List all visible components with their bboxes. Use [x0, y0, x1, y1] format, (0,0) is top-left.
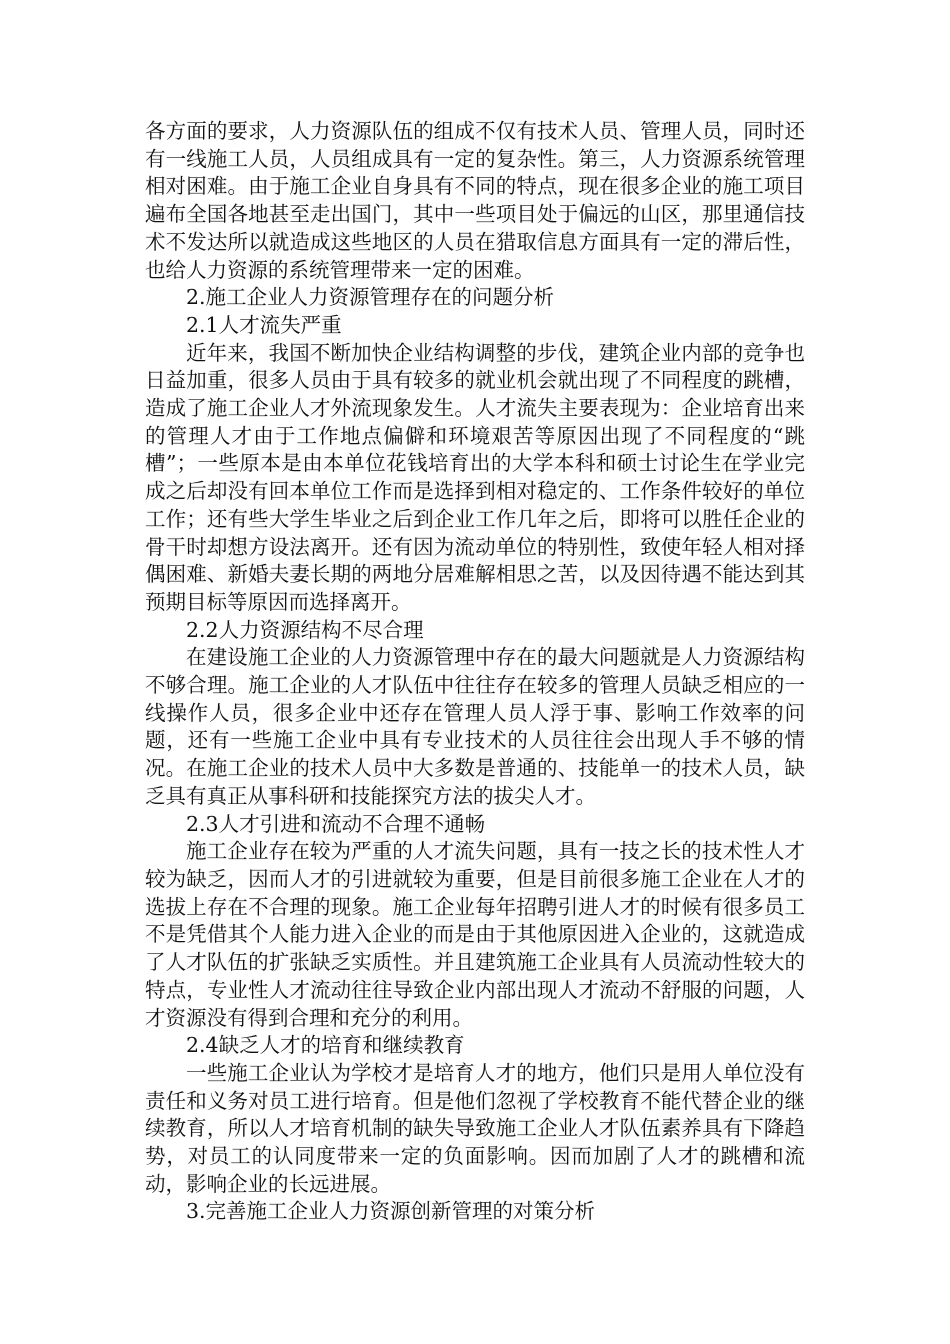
subsection-heading-2-1: 2.1人才流失严重: [186, 312, 342, 337]
paragraph-continuation: 各方面的要求，人力资源队伍的组成不仅有技术人员、管理人员，同时还有一线施工人员，人员组成具有一定的复杂性。第三，人力资源系统管理相对困难。由于施工企业自身具有不同的特点，现在很多企业的施工项目遍布全国各地甚至走出国门，其中一些项目处于偏远的山区，那里通信技术不发达所以就造成这些地区的人员在猎取信息方面具有一定的滞后性，也给人力资源的系统管理带来一定的困难。: [145, 119, 805, 282]
paragraph-training: 一些施工企业认为学校才是培育人才的地方，他们只是用人单位没有责任和义务对员工进行培育。但是他们忽视了学校教育不能代替企业的继续教育，所以人才培育机制的缺失导致施工企业人才队伍素养具有下降趋势，对员工的认同度带来一定的负面影响。因而加剧了人才的跳槽和流动，影响企业的长远进展。: [145, 1060, 805, 1196]
paragraph-recruitment: 施工企业存在较为严重的人才流失问题，具有一技之长的技术性人才较为缺乏，因而人才的引进就较为重要，但是目前很多施工企业在人才的选拔上存在不合理的现象。施工企业每年招聘引进人才的时候有很多员工不是凭借其个人能力进入企业的而是由于其他原因进入企业的，这就造成了人才队伍的扩张缺乏实质性。并且建筑施工企业具有人员流动性较大的特点，专业性人才流动往往导致企业内部出现人才流动不舒服的问题，人才资源没有得到合理和充分的利用。: [145, 839, 805, 1030]
subsection-heading-2-4: 2.4缺乏人才的培育和继续教育: [186, 1033, 465, 1058]
section-heading-3: 3.完善施工企业人力资源创新管理的对策分析: [186, 1199, 596, 1224]
paragraph-structure: 在建设施工企业的人力资源管理中存在的最大问题就是人力资源结构不够合理。施工企业的人才队伍中往往存在较多的管理人员缺乏相应的一线操作人员，很多企业中还存在管理人员人浮于事、影响工作效率的问题，还有一些施工企业中具有专业技术的人员往往会出现人手不够的情况。在施工企业的技术人员中大多数是普通的、技能单一的技术人员，缺乏具有真正从事科研和技能探究方法的拔尖人才。: [145, 645, 805, 808]
subsection-heading-2-3: 2.3人才引进和流动不合理不通畅: [186, 811, 486, 836]
section-heading-2: 2.施工企业人力资源管理存在的问题分析: [186, 285, 555, 310]
paragraph-talent-loss: 近年来，我国不断加快企业结构调整的步伐，建筑企业内部的竞争也日益加重，很多人员由于具有较多的就业机会就出现了不同程度的跳槽，造成了施工企业人才外流现象发生。人才流失主要表现为：企业培育出来的管理人才由于工作地点偏僻和环境艰苦等原因出现了不同程度的“跳槽”；一些原本是由本单位花钱培育出的大学本科和硕士讨论生在学业完成之后却没有回本单位工作而是选择到相对稳定的、工作条件较好的单位工作；还有些大学生毕业之后到企业工作几年之后，即将可以胜任企业的骨干时却想方设法离开。还有因为流动单位的特别性，致使年轻人相对择偶困难、新婚夫妻长期的两地分居难解相思之苦，以及因待遇不能达到其预期目标等原因而选择离开。: [145, 340, 805, 614]
subsection-heading-2-2: 2.2人力资源结构不尽合理: [186, 617, 424, 642]
document-body: [145, 118, 805, 1226]
